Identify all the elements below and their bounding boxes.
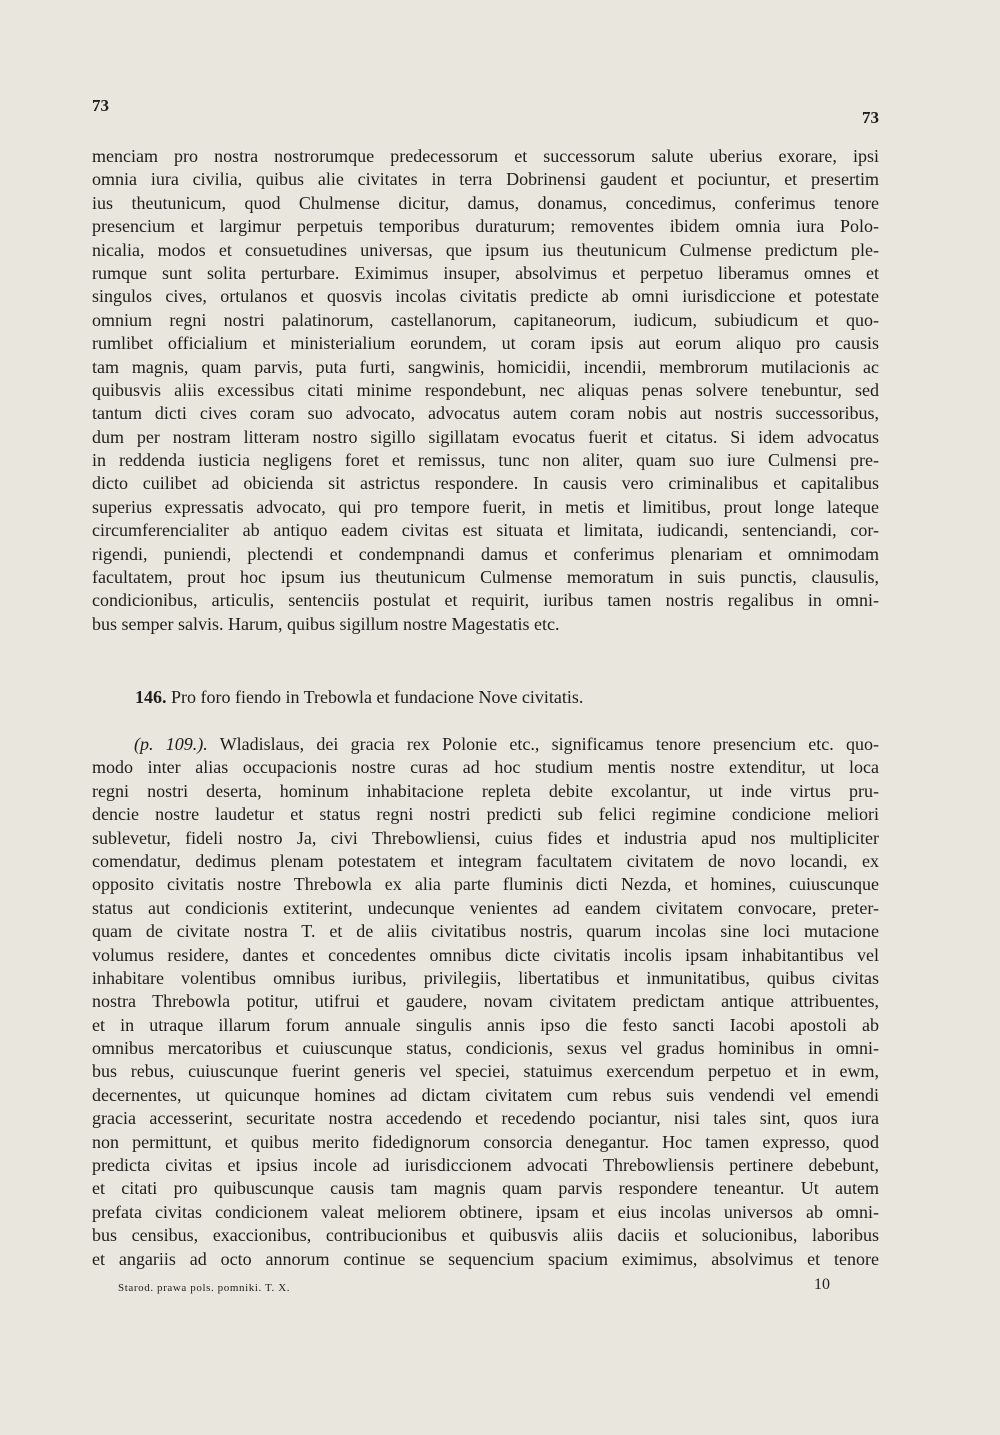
text-line: rumlibet officialium et ministerialium eorundem, ut coram ipsis aut eorum aliquo pro causis xyxy=(92,333,879,354)
page-header xyxy=(92,96,879,126)
document-heading xyxy=(135,687,583,708)
text-line: omnibus mercatoribus et cuiuscunque status, condicionis, sexus vel gradus hominibus in omni- xyxy=(92,1038,879,1059)
page-footer xyxy=(118,1276,830,1296)
text-line: et citati pro quibuscunque causis tam magnis quam parvis respondere teneantur. Ut autem xyxy=(92,1178,879,1199)
text-line: ius theutunicum, quod Chulmense dicitur, damus, donamus, concedimus, conferimus tenore xyxy=(92,192,879,213)
text-line: decernentes, ut quicunque homines ad dictam civitatem cum rebus suis vendendi vel emendi xyxy=(92,1084,879,1105)
charter-text-block xyxy=(92,145,879,636)
document-text-block xyxy=(92,733,879,1271)
text-line: omnium regni nostri palatinorum, castellanorum, capitaneorum, iudicum, subiudicum et quo- xyxy=(92,309,879,330)
text-line: singulos cives, ortulanos et quosvis incolas civitatis predicte ab omni iurisdiccione et potestate xyxy=(92,286,879,307)
text-line: presencium et largimur perpetuis temporibus duraturum; removentes ibidem omnia iura Polo- xyxy=(92,216,879,237)
text-line: omnia iura civilia, quibus alie civitates in terra Dobrinensi gaudent et pociuntur, et presertim xyxy=(92,169,879,190)
page-number-left: 73 xyxy=(92,96,109,115)
text-line: opposito civitatis nostre Threbowla ex alia parte fluminis dicti Nezda, et homines, cuiuscunque xyxy=(92,874,879,895)
text-line: condicionibus, articulis, sentenciis postulat et requirit, iuribus tamen nostris regalibus in omni- xyxy=(92,590,879,611)
text-line: bus censibus, exaccionibus, contribucionibus et quibusvis aliis daciis et solucionibus, laboribus xyxy=(92,1225,879,1246)
text-line: tam magnis, quam parvis, puta furti, sangwinis, homicidii, incendii, membrorum mutilacionis ac xyxy=(92,356,879,377)
text-line: status aut condicionis extiterint, undecunque venientes ad eandem civitatem convocare, preter- xyxy=(92,897,879,918)
text-line: dum per nostram litteram nostro sigillo sigillatam evocatus fuerit et citatus. Si idem advocatus xyxy=(92,426,879,447)
text-line xyxy=(92,733,879,756)
document-number: 146. xyxy=(135,687,167,707)
text-line: dencie nostre laudetur et status regni nostri predicti sub felici regimine condicione meliori xyxy=(92,804,879,825)
text-line: sublevetur, fideli nostro Ja, civi Threbowliensi, cuius fides et industria apud nos multipliciter xyxy=(92,827,879,848)
sheet-number: 10 xyxy=(814,1276,830,1293)
text-line: menciam pro nostra nostrorumque predecessorum et successorum salute uberius exorare, ipsi xyxy=(92,146,879,166)
text-line: superius expressatis advocato, qui pro tempore fuerit, in metis et limitibus, prout longe lateque xyxy=(92,496,879,517)
text-line: quam de civitate nostra T. et de aliis civitatibus nostris, quarum incolas sine loci mutacione xyxy=(92,921,879,942)
text-line: nostra Threbowla potitur, utifrui et gaudere, novam civitatem predictam antique attribuentes, xyxy=(92,991,879,1012)
text-line: modo inter alias occupacionis nostre curas ad hoc studium mentis nostre extenditur, ut loca xyxy=(92,757,879,778)
opening-text: Wladislaus, dei gracia rex Polonie etc., significamus tenore presencium etc. quo- xyxy=(219,734,879,754)
text-line: dicto cuilibet ad obicienda sit astrictus respondere. In causis vero criminalibus et capitalibus xyxy=(92,473,879,494)
text-line: rigendi, puniendi, plectendi et condempnandi damus et conferimus plenariam et omnimodam xyxy=(92,543,879,564)
text-line: volumus residere, dantes et concedentes omnibus dicte civitatis incolis ipsam inhabitantibus vel xyxy=(92,944,879,965)
text-line: nicalia, modos et consuetudines universas, que ipsum ius theutunicum Culmense predictum ple- xyxy=(92,239,879,260)
series-signature: Starod. prawa pols. pomniki. T. X. xyxy=(118,1282,291,1294)
text-line: comendatur, dedimus plenam potestatem et integram facultatem civitatem de novo locandi, ex xyxy=(92,850,879,871)
text-line: bus rebus, cuiuscunque fuerint generis vel speciei, statuimus exercendum perpetuo et in ewm, xyxy=(92,1061,879,1082)
page-reference: (p. 109.). xyxy=(134,734,208,754)
text-line: bus semper salvis. Harum, quibus sigillum nostre Magestatis etc. xyxy=(92,613,560,634)
text-line: et angariis ad octo annorum continue se sequencium spacium eximimus, absolvimus et tenore xyxy=(92,1248,879,1269)
document-title: Pro foro fiendo in Trebowla et fundacione Nove civitatis. xyxy=(171,687,584,707)
text-line: rumque sunt solita perturbare. Eximimus insuper, absolvimus et perpetuo liberamus omnes et xyxy=(92,262,879,283)
text-line: prefata civitas condicionem valeat meliorem obtinere, ipsam et eius incolas universos ab omni- xyxy=(92,1201,879,1222)
text-line: et in utraque illarum forum annuale singulis annis ipso die festo sancti Iacobi apostoli ab xyxy=(92,1014,879,1035)
text-line: regni nostri deserta, hominum inhabitacione repleta debite excolantur, ut inde virtus pru- xyxy=(92,780,879,801)
text-line: non permittunt, et quibus merito fidedignorum consorcia denegantur. Hoc tamen expresso, quod xyxy=(92,1131,879,1152)
text-line: quibusvis aliis excessibus citati minime respondebunt, nec aliquas penas solvere tenebuntur, sed xyxy=(92,379,879,400)
text-line: facultatem, prout hoc ipsum ius theutunicum Culmense memoratum in suis punctis, clausulis, xyxy=(92,567,879,588)
text-line: circumferencialiter ab antiquo eadem civitas est situata et limitata, iudicandi, sentenciandi, cor- xyxy=(92,520,879,541)
page-number-right: 73 xyxy=(862,108,879,127)
text-line: inhabitare volentibus omnibus iuribus, privilegiis, libertatibus et inmunitatibus, quibus civitas xyxy=(92,967,879,988)
text-line: predicta civitas et ipsius incole ad iurisdiccionem advocati Threbowliensis pertinere debebunt, xyxy=(92,1155,879,1176)
text-line: gracia accesserint, securitate nostra accedendo et recedendo pociantur, nisi tales sint, quos iura xyxy=(92,1108,879,1129)
text-line: in reddenda iusticia negligens foret et remissus, tunc non aliter, quam suo iure Culmensi pre- xyxy=(92,450,879,471)
text-line: tantum dicti cives coram suo advocato, advocatus autem coram nobis aut nostris successoribus, xyxy=(92,403,879,424)
